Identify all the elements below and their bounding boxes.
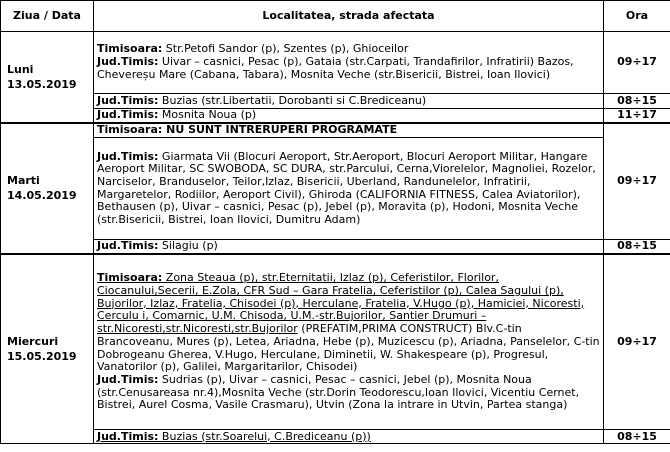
time-cell: 08÷15 [604, 240, 670, 254]
header-day-date: Ziua / Data [1, 1, 94, 32]
day-date: 13.05.2019 [7, 77, 77, 91]
city-label: Timisoara: [97, 271, 163, 285]
city-label: Jud.Timis: [97, 429, 159, 443]
location-text: Uivar – casnici, Pesac (p), Gataia (str.Carpati, Trandafirilor, Infratirii) Bazos, Chevereșu Mare (Cabana, Tabara), Mosnita Veche (str.Bisericii, Bistrei, Ioan Ilovici) [97, 55, 574, 81]
city-label: Jud.Timis: [97, 239, 159, 253]
table-row [1, 138, 670, 240]
time-cell: 08÷15 [604, 94, 670, 109]
table-row [1, 32, 670, 94]
location-text: Sudrias (p), Uivar – casnici, Pesac – casnici, Jebel (p), Mosnita Noua (str.Cenusareasa nr.4),Mosnita Veche (str.Dorin Teodorescu,Ioan Ilovici, Vicentiu Cernet, Bistrei, Aurel Cosma, Vasile Crasmaru), Utvin (Zona la intrare in Utvin, Partea stanga) [97, 372, 580, 412]
day-cell-miercuri [1, 254, 94, 444]
location-text: (PREFATIM,PRIMA CONSTRUCT) Blv.C-tin Brancoveanu, Mures (p), Letea, Ariadna, Hebe (p), Muzicescu (p), Ariadna, Panselelor, C-tin Dobrogeanu Gherea, V.Hugo, Herculane, Diminetii, W. Shakespeare (p), Progresul, Vanatorilor (p), Galilei, Margaritarilor, Chisodei) [97, 322, 600, 374]
city-label: Jud.Timis: [97, 55, 159, 69]
table-row [1, 109, 670, 123]
location-cell [94, 32, 604, 94]
location-cell [94, 240, 604, 254]
header-row [1, 1, 670, 32]
city-label: Jud.Timis: [97, 372, 159, 386]
location-text: Str.Petofi Sandor (p), Szentes (p), Ghioceilor [162, 42, 409, 56]
city-label: Timisoara: [97, 42, 163, 56]
city-label: Jud.Timis: [97, 149, 159, 163]
day-cell-luni [1, 32, 94, 123]
location-text-underlined: Zona Steaua (p), str.Eternitatii, Izlaz (p), Ceferistilor, Florilor, Ciocanului,Secerii, E.Zola, CFR Sud – Gara Fratelia, Ceferistilor (p), Calea Sagului (p), Bujorilor, Izlaz, Fratelia, Chisodei (p), Herculane, Fratelia, V.Hugo (p), Hamiciei, Nicoresti, Cerculu i, Comarnic, U.M. Chisoda, U.M.-str.Bujorilor, Santier Drumuri – str.Nicoresti,str.Nicoresti,str.Bujorilor [97, 271, 585, 336]
table-row [1, 430, 670, 444]
location-cell [94, 138, 604, 240]
time-cell: 09÷17 [604, 123, 670, 240]
table-row [1, 123, 670, 138]
header-time: Ora [604, 1, 670, 32]
time-cell: 08÷15 [604, 430, 670, 444]
location-cell [94, 123, 604, 138]
time-cell: 09÷17 [604, 254, 670, 430]
table-row [1, 94, 670, 109]
day-date: 15.05.2019 [7, 350, 77, 364]
location-text: Mosnita Noua (p) [158, 108, 257, 121]
time-cell: 09÷17 [604, 32, 670, 94]
city-label: Timisoara: [97, 123, 163, 137]
time-cell: 11÷17 [604, 109, 670, 123]
city-label: Jud.Timis: [97, 108, 159, 121]
location-text: Silagiu (p) [158, 239, 218, 253]
header-location: Localitatea, strada afectata [94, 1, 604, 32]
table-row [1, 254, 670, 430]
day-name: Marti [7, 174, 40, 188]
city-label: Jud.Timis: [97, 93, 159, 107]
location-cell [94, 109, 604, 123]
location-cell [94, 94, 604, 109]
location-text: NU SUNT INTRERUPERI PROGRAMATE [162, 123, 398, 137]
day-date: 14.05.2019 [7, 189, 77, 203]
location-text: Buzias (str.Libertatii, Dorobanti si C.Brediceanu) [158, 93, 427, 107]
day-name: Luni [7, 62, 34, 76]
day-cell-marti [1, 123, 94, 254]
location-text: Giarmata Vii (Blocuri Aeroport, Str.Aeroport, Blocuri Aeroport Militar, Hangare Aeroport Militar, SC SWOBODA, SC DURA, str.Parcului, Cerna,Viorelelor, Magnoliei, Rozelor, Narciselor, Branduselor, Teilor,Izlaz, Bisericii, Uberland, Randunelelor, Infratirii, Margaretelor, Rodiilor, Aeroport Civil), Ghiroda (CALIFORNIA FITNESS, Calea Aviatorilor), Bethausen (p), Uivar – casnici, Pesac (p), Jebel (p), Moravita (p), Hodoni, Mosnita Veche (str.Bisericii, Bistrei, Ioan Ilovici, Dumitru Adam) [97, 149, 596, 227]
table-row [1, 240, 670, 254]
location-cell [94, 254, 604, 430]
day-name: Miercuri [7, 335, 59, 349]
location-cell [94, 430, 604, 444]
location-text-underlined: Buzias (str.Soarelui, C.Brediceanu (p)) [158, 429, 371, 443]
